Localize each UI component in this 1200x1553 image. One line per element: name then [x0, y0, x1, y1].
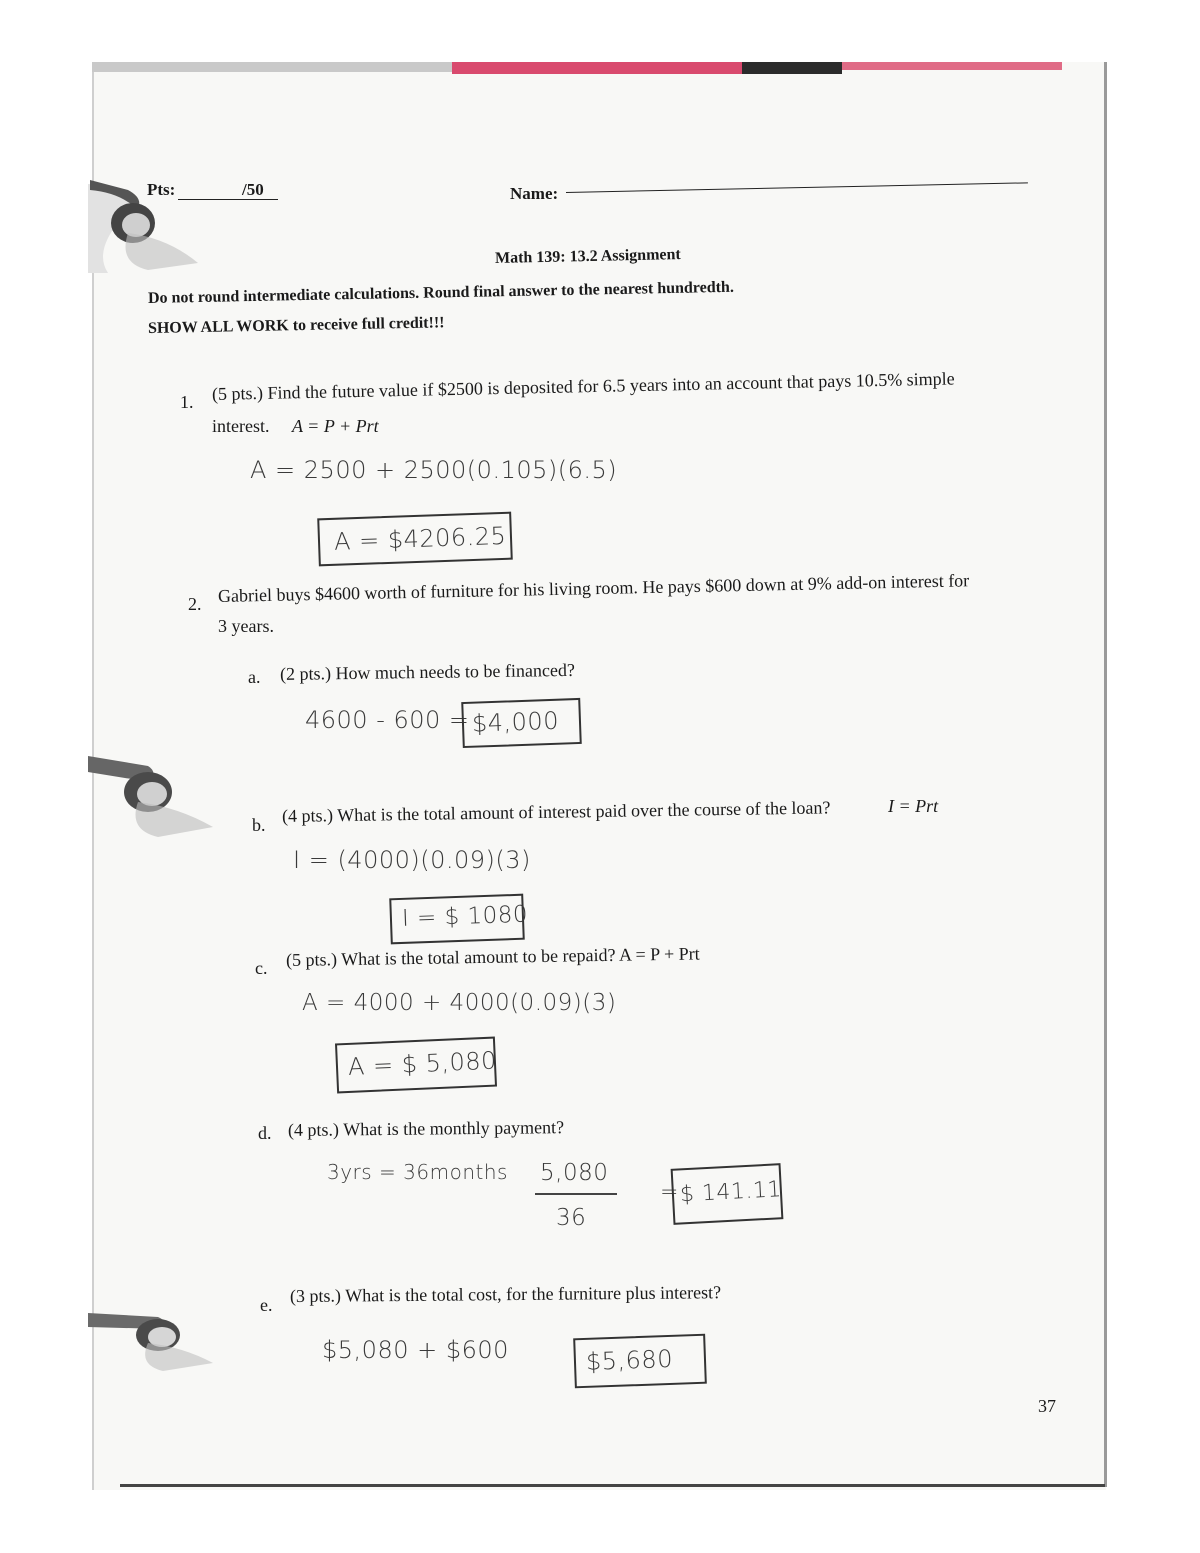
q2e-work: $5,080 + $600: [322, 1336, 509, 1364]
name-label: Name:: [510, 184, 559, 203]
q2d-numerator: 5,080: [540, 1160, 609, 1186]
q2b-formula: I = Prt: [888, 796, 939, 816]
q1-work: A = 2500 + 2500(0.105)(6.5): [250, 456, 618, 484]
q2a-text: (2 pts.) How much needs to be financed?: [279, 659, 576, 684]
q1-text-line1: (5 pts.) Find the future value if $2500 is deposited for 6.5 years into an account that pays 10.5% simple: [211, 368, 955, 404]
q2a-label: a.: [248, 667, 261, 687]
q2b-answer-box: [389, 894, 529, 945]
page-title: Math 139: 13.2 Assignment: [494, 246, 681, 267]
q1-answer-box: [317, 512, 513, 567]
q2d-equals: =: [660, 1180, 679, 1205]
q2e-text: (3 pts.) What is the total cost, for the furniture plus interest?: [289, 1282, 722, 1306]
q2a-work: 4600 - 600 =: [305, 706, 470, 734]
q2b-text: (4 pts.) What is the total amount of interest paid over the course of the loan?: [281, 797, 831, 826]
q2b-work: I = (4000)(0.09)(3): [293, 846, 531, 874]
q2-text-line2: 3 years.: [218, 616, 274, 636]
q2d-answer-box: [671, 1163, 784, 1225]
q2-text-line1: Gabriel buys $4600 worth of furniture for his living room. He pays $600 down at 9% add-on interest for: [217, 570, 970, 606]
q2d-answer: $ 141.11: [679, 1177, 783, 1208]
q2a-answer-box: [461, 698, 582, 748]
q2d-fraction-bar: [535, 1193, 617, 1195]
q2c-work: A = 4000 + 4000(0.09)(3): [302, 990, 617, 1016]
q1-answer: A = $4206.25: [333, 521, 507, 556]
instruction-rounding: Do not round intermediate calculations. Round final answer to the nearest hundredth.: [147, 278, 735, 307]
q1-number: 1.: [180, 392, 194, 412]
instruction-show-work: SHOW ALL WORK to receive full credit!!!: [147, 314, 445, 337]
q2b-answer: I = $ 1080: [401, 901, 529, 932]
q2c-answer: A = $ 5,080: [347, 1046, 498, 1081]
points-label: Pts:: [147, 180, 176, 199]
binder-ring-3: [88, 1305, 218, 1375]
q2c-text: (5 pts.) What is the total amount to be repaid? A = P + Prt: [285, 943, 700, 970]
q2e-label: e.: [260, 1295, 273, 1315]
q2d-text: (4 pts.) What is the monthly payment?: [287, 1117, 565, 1140]
q2b-label: b.: [252, 815, 266, 835]
worksheet-page: [92, 62, 1106, 1490]
q2d-denominator: 36: [556, 1205, 587, 1231]
page-bottom-edge: [120, 1484, 1105, 1487]
q1-formula: A = P + Prt: [292, 416, 379, 436]
q2d-label: d.: [258, 1123, 272, 1143]
page-right-edge: [1104, 62, 1107, 1487]
q2-number: 2.: [188, 594, 202, 614]
page-number: 37: [1038, 1396, 1056, 1416]
points-total: /50: [242, 180, 264, 199]
q1-text-line2: interest.: [212, 416, 270, 436]
binder-ring-2: [88, 752, 218, 842]
q2c-label: c.: [255, 958, 268, 978]
page-top-edge: [92, 62, 1106, 76]
q2e-answer-box: [573, 1334, 707, 1389]
q2d-conversion: 3yrs = 36months: [327, 1160, 508, 1184]
q2c-answer-box: [335, 1037, 497, 1094]
q2e-answer: $5,680: [585, 1344, 674, 1376]
q2a-answer: $4,000: [471, 706, 560, 738]
